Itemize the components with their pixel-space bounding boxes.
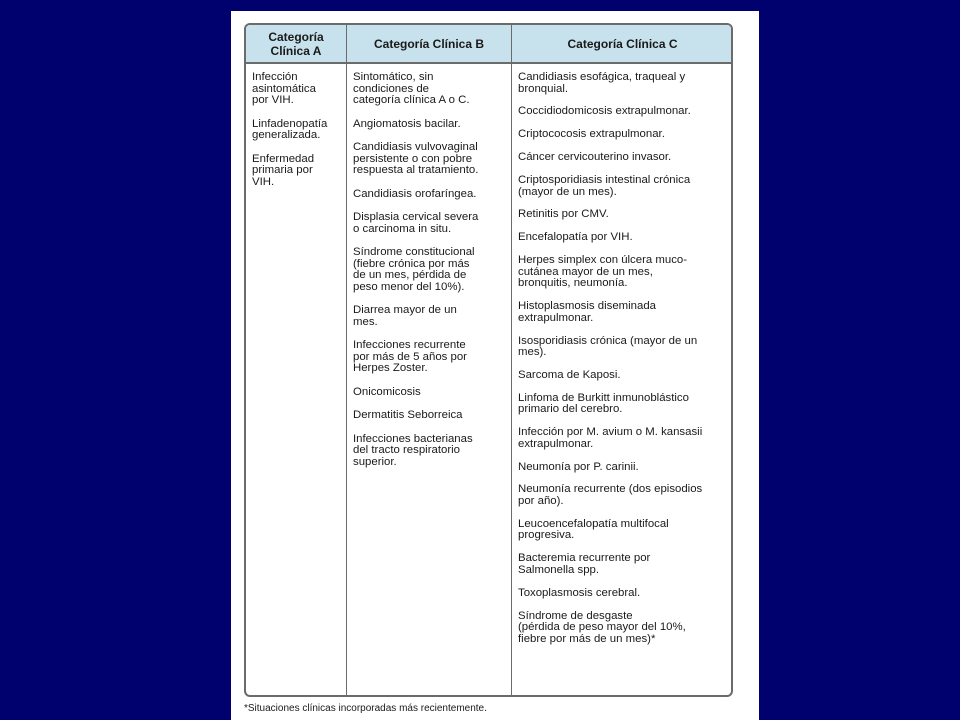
condition-item: Leucoencefalopatía multifocal progresiva. — [518, 517, 669, 542]
condition-item: Coccidiodomicosis extrapulmonar. — [518, 105, 691, 118]
slide-page — [231, 11, 759, 720]
condition-item: Linfadenopatía generalizada. — [252, 117, 328, 141]
condition-item: Isosporidiasis crónica (mayor de un mes). — [518, 334, 698, 359]
condition-item: Infección por M. avium o M. kansasii extrapulmonar. — [518, 426, 703, 450]
condition-item: Infecciones recurrente por más de 5 años por Herpes Zoster. — [353, 339, 467, 374]
condition-item: Dermatitis Seborreica — [353, 409, 463, 421]
hiv-category-table — [244, 23, 733, 697]
condition-item: Herpes simplex con úlcera muco- cutánea mayor de un mes, bronquitis, neumonía. — [518, 254, 688, 290]
condition-item: Sintomático, sin condiciones de categoría clínica A o C. — [353, 71, 470, 106]
condition-item: Síndrome de desgaste (pérdida de peso mayor del 10%, fiebre por más de un mes)* — [518, 609, 686, 645]
table-header-row — [246, 25, 731, 64]
condition-item: Candidiasis orofaríngea. — [353, 187, 477, 200]
condition-item: Neumonía por P. carinii. — [518, 460, 639, 473]
condition-item: Neumonía recurrente (dos episodios por año). — [518, 483, 703, 507]
condition-item: Toxoplasmosis cerebral. — [518, 586, 641, 599]
condition-item: Candidiasis esofágica, traqueal y bronquial. — [518, 71, 686, 95]
column-category-b — [347, 64, 511, 695]
condition-item: Linfoma de Burkitt inmunoblástico primario del cerebro. — [518, 391, 689, 416]
condition-item: Criptosporidiasis intestinal crónica (mayor de un mes). — [518, 174, 691, 198]
condition-item: Criptococosis extrapulmonar. — [518, 128, 665, 141]
header-category-a: Categoría Clínica A — [268, 29, 324, 58]
header-category-b: Categoría Clínica B — [373, 36, 485, 51]
condition-item: Enfermedad primaria por VIH. — [252, 152, 315, 188]
condition-item: Síndrome constitucional (fiebre crónica por más de un mes, pérdida de peso menor del 10%). — [353, 246, 475, 293]
header-category-c: Categoría Clínica C — [567, 36, 678, 51]
condition-item: Diarrea mayor de un mes. — [353, 304, 457, 328]
condition-item: Angiomatosis bacilar. — [353, 117, 461, 130]
condition-item: Infecciones bacterianas del tracto respiratorio superior. — [353, 432, 473, 468]
condition-item: Sarcoma de Kaposi. — [518, 368, 621, 381]
footnote: *Situaciones clínicas incorporadas más recientemente. — [244, 703, 487, 714]
condition-item: Candidiasis vulvovaginal persistente o con pobre respuesta al tratamiento. — [353, 141, 479, 176]
condition-item: Onicomicosis — [353, 385, 421, 398]
condition-item: Histoplasmosis diseminada extrapulmonar. — [518, 300, 657, 324]
column-category-a — [246, 64, 346, 695]
condition-item: Cáncer cervicouterino invasor. — [518, 151, 672, 164]
condition-item: Displasia cervical severa o carcinoma in situ. — [353, 211, 479, 235]
condition-item: Infección asintomática por VIH. — [252, 71, 316, 106]
column-category-c — [512, 64, 733, 695]
condition-item: Bacteremia recurrente por Salmonella spp. — [518, 552, 651, 576]
condition-item: Retinitis por CMV. — [518, 208, 609, 221]
condition-item: Encefalopatía por VIH. — [518, 231, 633, 244]
